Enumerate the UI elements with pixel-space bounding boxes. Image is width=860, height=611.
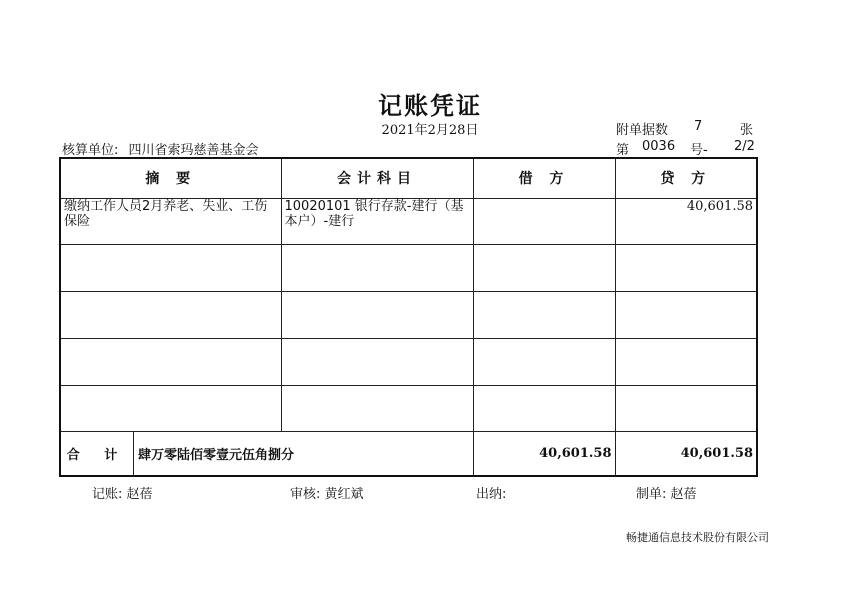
cell-credit <box>615 245 757 292</box>
cell-credit <box>615 292 757 339</box>
cell-summary: 缴纳工作人员2月养老、失业、工伤保险 <box>60 198 281 245</box>
cell-credit: 40,601.58 <box>615 198 757 245</box>
software-company: 畅捷通信息技术股份有限公司 <box>626 531 769 544</box>
voucher-table <box>59 157 758 477</box>
voucher-no-label: 第 <box>616 143 630 158</box>
accounting-unit <box>62 139 259 158</box>
accounting-unit-name: 四川省索玛慈善基金会 <box>128 143 259 158</box>
table-row <box>60 245 757 292</box>
table-row <box>60 198 757 245</box>
cell-credit <box>615 385 757 432</box>
bookkeeper-signature: 记账: 赵蓓 <box>92 487 153 502</box>
voucher-date: 2021年2月28日 <box>381 123 479 138</box>
total-cell <box>60 432 473 476</box>
cell-debit <box>473 198 615 245</box>
cell-summary <box>60 245 281 292</box>
total-credit: 40,601.58 <box>615 432 757 476</box>
voucher-page: 2/2 <box>734 139 755 154</box>
header-summary: 摘 要 <box>60 158 281 198</box>
attachments-count: 7 <box>694 119 703 134</box>
cell-account: 10020101 银行存款-建行（基本户）-建行 <box>281 198 473 245</box>
cell-summary <box>60 385 281 432</box>
attachments-label: 附单据数 <box>616 123 669 138</box>
table-row <box>60 385 757 432</box>
cell-credit <box>615 338 757 385</box>
total-row <box>60 432 757 476</box>
cell-summary <box>60 292 281 339</box>
reviewer-signature: 审核: 黄红斌 <box>290 487 364 502</box>
header-credit: 贷 方 <box>615 158 757 198</box>
cell-account <box>281 292 473 339</box>
header-account: 会计科目 <box>281 158 473 198</box>
cell-debit <box>473 338 615 385</box>
total-amount-in-words: 肆万零陆佰零壹元伍角捌分 <box>138 448 295 464</box>
voucher-no-value: 0036 <box>642 139 676 154</box>
cell-account <box>281 338 473 385</box>
cell-debit <box>473 292 615 339</box>
cashier-signature: 出纳: <box>476 487 507 502</box>
voucher-no-separator: 号- <box>690 143 708 158</box>
preparer-signature: 制单: 赵蓓 <box>636 487 697 502</box>
cell-account <box>281 385 473 432</box>
total-debit: 40,601.58 <box>473 432 615 476</box>
attachments-unit: 张 <box>740 123 754 138</box>
table-row <box>60 338 757 385</box>
table-header-row <box>60 158 757 198</box>
voucher-title: 记账凭证 <box>378 92 482 120</box>
table-row <box>60 292 757 339</box>
cell-debit <box>473 385 615 432</box>
header-debit: 借 方 <box>473 158 615 198</box>
total-label: 合 计 <box>61 432 134 475</box>
accounting-unit-label: 核算单位: <box>62 143 119 158</box>
cell-summary <box>60 338 281 385</box>
cell-account <box>281 245 473 292</box>
cell-debit <box>473 245 615 292</box>
